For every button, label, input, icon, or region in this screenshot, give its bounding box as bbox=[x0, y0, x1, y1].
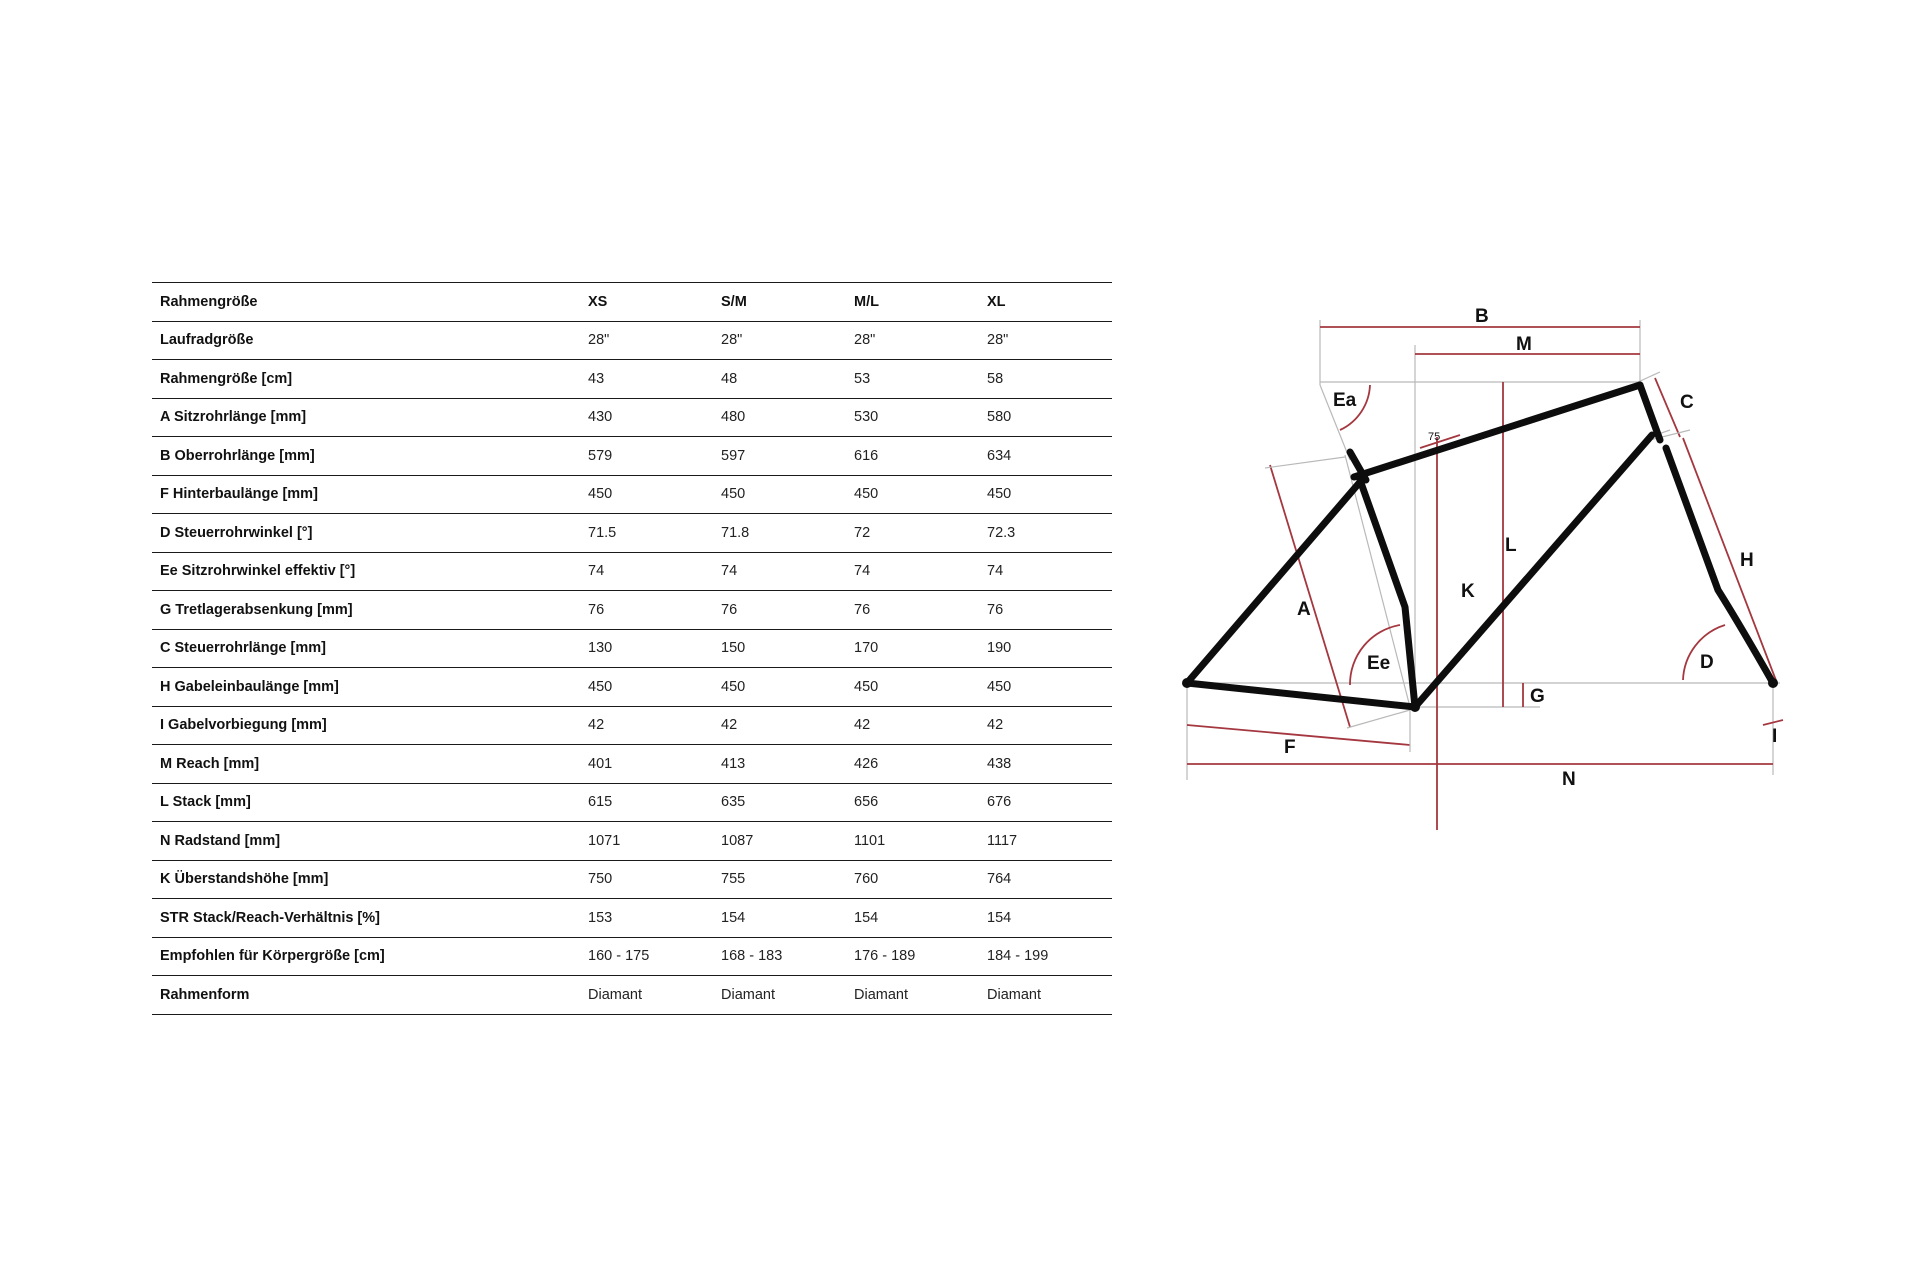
table-cell: 634 bbox=[987, 447, 1012, 464]
table-cell: 430 bbox=[588, 409, 613, 426]
table-cell: 530 bbox=[854, 409, 879, 426]
table-cell: Diamant bbox=[854, 986, 908, 1003]
table-cell: 1117 bbox=[987, 832, 1018, 849]
label-d: D bbox=[1700, 652, 1714, 673]
table-cell: 597 bbox=[721, 447, 746, 464]
table-cell: 150 bbox=[721, 640, 746, 657]
row-label: M Reach [mm] bbox=[160, 755, 260, 772]
row-label: I Gabelvorbiegung [mm] bbox=[160, 717, 327, 734]
table-cell: 450 bbox=[854, 678, 879, 695]
table-cell: 43 bbox=[588, 370, 605, 387]
table-cell: 450 bbox=[987, 678, 1012, 695]
table-cell: 450 bbox=[987, 486, 1012, 503]
label-b: B bbox=[1475, 306, 1489, 327]
table-cell: 615 bbox=[588, 794, 613, 811]
label-m: M bbox=[1516, 334, 1532, 355]
table-cell: 170 bbox=[854, 640, 879, 657]
row-label: Rahmengröße [cm] bbox=[160, 370, 293, 387]
chain-stay bbox=[1187, 683, 1415, 707]
row-label: C Steuerrohrlänge [mm] bbox=[160, 640, 326, 657]
table-cell: 154 bbox=[854, 909, 879, 926]
table-cell: 154 bbox=[987, 909, 1012, 926]
table-cell: 74 bbox=[721, 563, 738, 580]
row-label: D Steuerrohrwinkel [°] bbox=[160, 524, 313, 541]
label-f: F bbox=[1284, 737, 1296, 758]
table-cell: 74 bbox=[588, 563, 605, 580]
table-cell: 401 bbox=[588, 755, 613, 772]
table-cell: Diamant bbox=[987, 986, 1041, 1003]
table-cell: 42 bbox=[854, 717, 871, 734]
table-cell: 676 bbox=[987, 794, 1012, 811]
table-cell: 71.8 bbox=[721, 524, 750, 541]
table-cell: 176 - 189 bbox=[854, 948, 916, 965]
table-cell: 438 bbox=[987, 755, 1012, 772]
dim-f bbox=[1187, 725, 1410, 745]
table-cell: 755 bbox=[721, 871, 746, 888]
head-tube bbox=[1640, 385, 1660, 440]
label-g: G bbox=[1530, 686, 1545, 707]
size-header-xs: XS bbox=[588, 293, 608, 310]
table-cell: 413 bbox=[721, 755, 746, 772]
table-cell: 450 bbox=[721, 486, 746, 503]
table-cell: 71.5 bbox=[588, 524, 617, 541]
row-label: Empfohlen für Körpergröße [cm] bbox=[160, 948, 385, 965]
table-cell: 764 bbox=[987, 871, 1012, 888]
seat-stay bbox=[1187, 482, 1360, 683]
table-cell: 450 bbox=[588, 486, 613, 503]
rear-axle bbox=[1182, 678, 1192, 688]
table-cell: 76 bbox=[854, 601, 871, 618]
table-cell: 1101 bbox=[854, 832, 886, 849]
row-label: G Tretlagerabsenkung [mm] bbox=[160, 601, 353, 618]
table-cell: 28" bbox=[588, 332, 610, 349]
table-cell: 28" bbox=[854, 332, 876, 349]
row-label: Rahmenform bbox=[160, 986, 250, 1003]
table-cell: Diamant bbox=[721, 986, 775, 1003]
table-cell: 58 bbox=[987, 370, 1004, 387]
row-label: L Stack [mm] bbox=[160, 794, 251, 811]
table-cell: 74 bbox=[987, 563, 1004, 580]
table-cell: 190 bbox=[987, 640, 1012, 657]
bottom-bracket bbox=[1410, 702, 1420, 712]
table-cell: 760 bbox=[854, 871, 879, 888]
table-cell: 76 bbox=[987, 601, 1004, 618]
table-cell: 42 bbox=[721, 717, 738, 734]
row-label: A Sitzrohrlänge [mm] bbox=[160, 409, 307, 426]
table-cell: 48 bbox=[721, 370, 738, 387]
fork bbox=[1666, 448, 1773, 683]
table-cell: 426 bbox=[854, 755, 879, 772]
size-header-sm: S/M bbox=[721, 293, 747, 310]
table-cell: 616 bbox=[854, 447, 879, 464]
row-label: F Hinterbaulänge [mm] bbox=[160, 486, 318, 503]
table-cell: 656 bbox=[854, 794, 879, 811]
row-label: N Radstand [mm] bbox=[160, 832, 281, 849]
table-cell: 635 bbox=[721, 794, 746, 811]
label-i: I bbox=[1772, 726, 1778, 747]
table-cell: 53 bbox=[854, 370, 871, 387]
row-label: K Überstandshöhe [mm] bbox=[160, 871, 329, 888]
size-header-ml: M/L bbox=[854, 293, 879, 310]
table-cell: 74 bbox=[854, 563, 871, 580]
table-cell: 450 bbox=[588, 678, 613, 695]
table-cell: 42 bbox=[588, 717, 605, 734]
row-label: Ee Sitzrohrwinkel effektiv [°] bbox=[160, 563, 356, 580]
top-tube bbox=[1354, 385, 1640, 477]
label-a: A bbox=[1297, 599, 1311, 620]
front-axle bbox=[1768, 678, 1778, 688]
table-cell: 480 bbox=[721, 409, 746, 426]
label-h: H bbox=[1740, 550, 1754, 571]
table-cell: 76 bbox=[721, 601, 738, 618]
label-seat-offset: 75 bbox=[1428, 431, 1441, 443]
header-label: Rahmengröße bbox=[160, 293, 258, 310]
table-cell: 153 bbox=[588, 909, 613, 926]
table-cell: 184 - 199 bbox=[987, 948, 1049, 965]
table-cell: 160 - 175 bbox=[588, 948, 650, 965]
table-cell: 1087 bbox=[721, 832, 754, 849]
guide-a-bottom bbox=[1347, 710, 1410, 728]
table-cell: 750 bbox=[588, 871, 613, 888]
table-cell: 28" bbox=[721, 332, 743, 349]
table-cell: 72.3 bbox=[987, 524, 1016, 541]
down-tube bbox=[1415, 435, 1652, 707]
table-cell: 1071 bbox=[588, 832, 621, 849]
table-cell: 154 bbox=[721, 909, 746, 926]
table-cell: 42 bbox=[987, 717, 1004, 734]
size-header-xl: XL bbox=[987, 293, 1006, 310]
row-label: H Gabeleinbaulänge [mm] bbox=[160, 678, 339, 695]
table-cell: 130 bbox=[588, 640, 613, 657]
table-cell: 28" bbox=[987, 332, 1009, 349]
row-label: STR Stack/Reach-Verhältnis [%] bbox=[160, 909, 380, 926]
frame-tubes bbox=[1182, 385, 1778, 712]
table-cell: 76 bbox=[588, 601, 605, 618]
row-label: B Oberrohrlänge [mm] bbox=[160, 447, 315, 464]
table-cell: 168 - 183 bbox=[721, 948, 783, 965]
guide-lines bbox=[1187, 320, 1780, 780]
label-c: C bbox=[1680, 392, 1694, 413]
label-n: N bbox=[1562, 769, 1576, 790]
table-cell: Diamant bbox=[588, 986, 642, 1003]
label-k: K bbox=[1461, 581, 1475, 602]
table-cell: 580 bbox=[987, 409, 1012, 426]
label-ea: Ea bbox=[1333, 390, 1357, 411]
row-label: Laufradgröße bbox=[160, 332, 254, 349]
guide-a-top bbox=[1265, 457, 1345, 468]
dim-h bbox=[1683, 438, 1777, 683]
table-cell: 579 bbox=[588, 447, 613, 464]
table-cell: 450 bbox=[721, 678, 746, 695]
label-l: L bbox=[1505, 535, 1517, 556]
table-cell: 450 bbox=[854, 486, 879, 503]
label-ee: Ee bbox=[1367, 653, 1391, 674]
table-cell: 72 bbox=[854, 524, 871, 541]
